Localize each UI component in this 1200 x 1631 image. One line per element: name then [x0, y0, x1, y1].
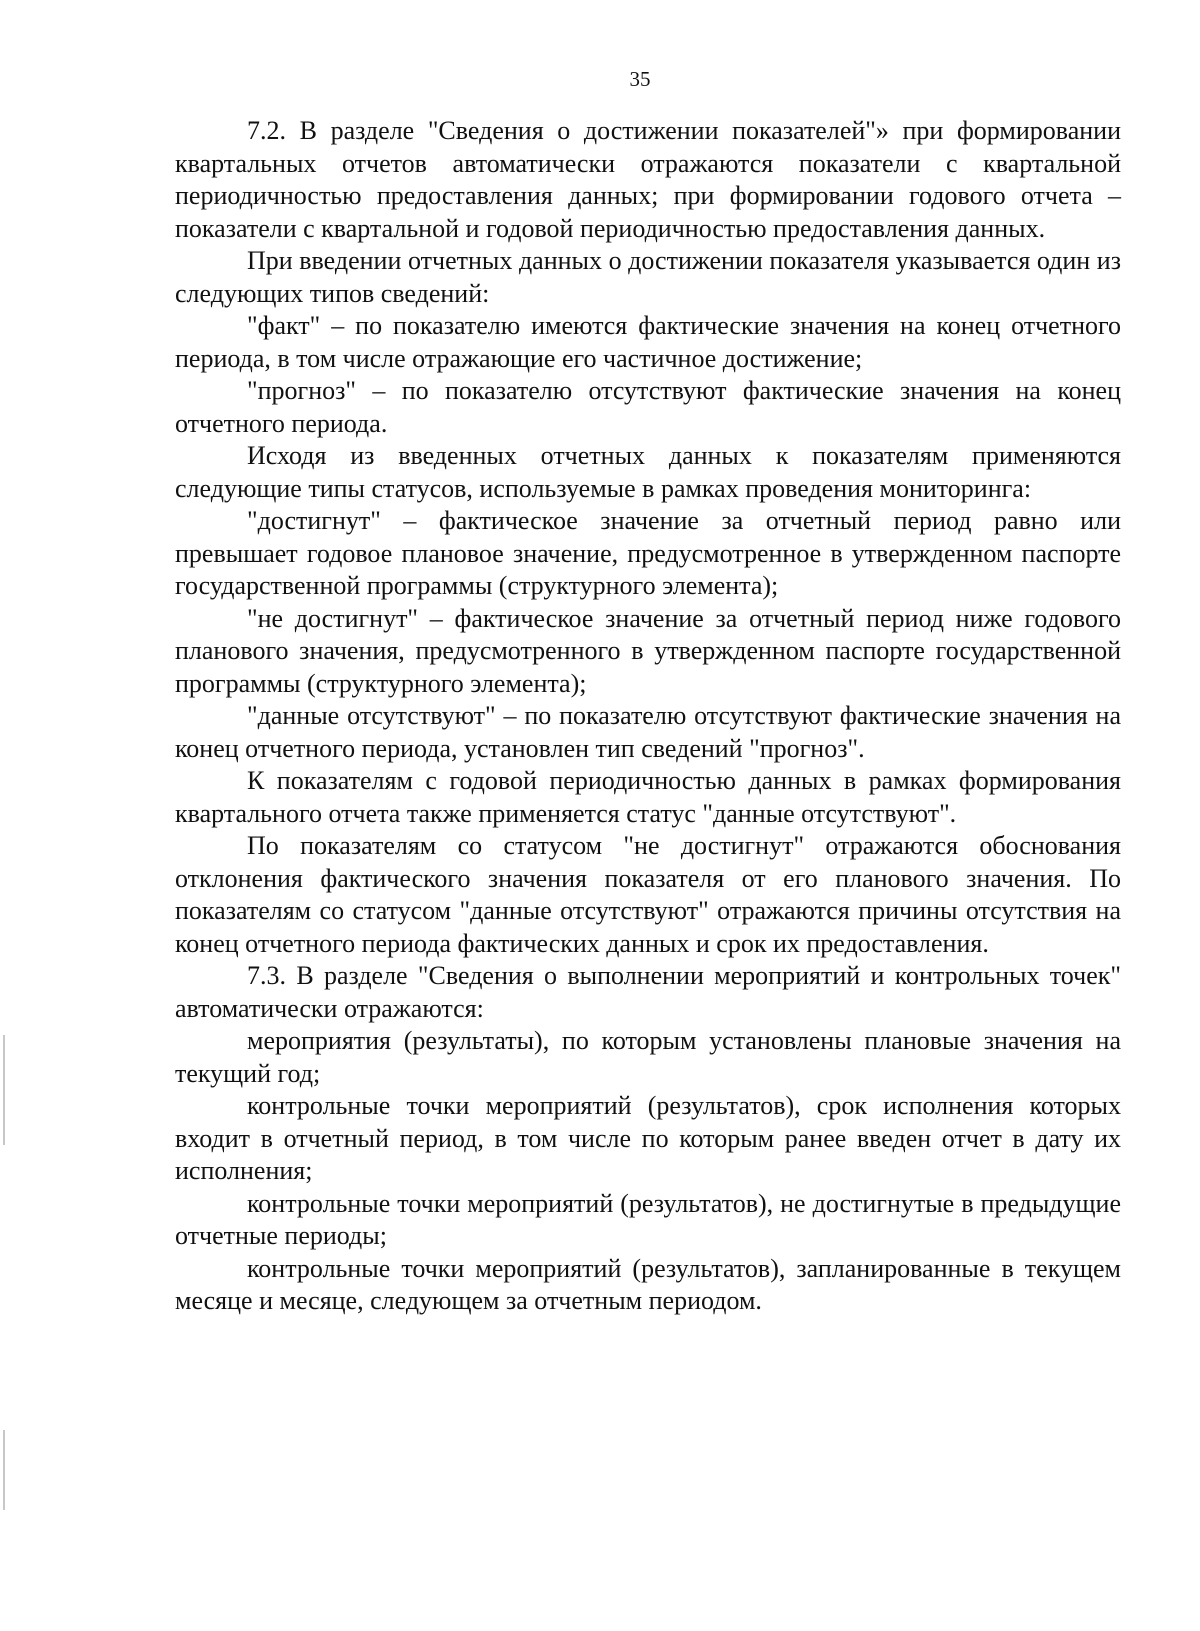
paragraph-checkpoints-planned: контрольные точки мероприятий (результатов), запланированные в текущем месяце и месяце, следующем за отчетным периодом.: [175, 1253, 1121, 1315]
scan-edge-mark: [3, 1035, 5, 1145]
paragraph-deviation-reasons: По показателям со статусом "не достигнут" отражаются обоснования отклонения фактического значения показателя от его планового значения. По показателям со статусом "данные отсутствуют" отражаются причины отсутствия на конец отчетного периода фактических данных и срок их предоставления.: [175, 831, 1121, 958]
paragraph-checkpoints-current: контрольные точки мероприятий (результатов), срок исполнения которых входит в отчетный период, в том числе по которым ранее введен отчет в дату их исполнения;: [175, 1091, 1121, 1185]
paragraph-annual-indicators: К показателям с годовой периодичностью данных в рамках формирования квартального отчета также применяется статус "данные отсутствуют".: [175, 766, 1121, 828]
paragraph-checkpoints-previous: контрольные точки мероприятий (результатов), не достигнутые в предыдущие отчетные периоды;: [175, 1188, 1121, 1250]
paragraph-7-3: 7.3. В разделе "Сведения о выполнении мероприятий и контрольных точек" автоматически отражаются:: [175, 961, 1121, 1023]
paragraph-activities: мероприятия (результаты), по которым установлены плановые значения на текущий год;: [175, 1026, 1121, 1088]
paragraph-status-not-achieved: "не достигнут" – фактическое значение за отчетный период ниже годового планового значения, предусмотренного в утвержденном паспорте государственной программы (структурного элемента);: [175, 603, 1121, 698]
scan-edge-mark: [3, 1430, 5, 1510]
paragraph-status-achieved: "достигнут" – фактическое значение за отчетный период равно или превышает годовое плановое значение, предусмотренное в утвержденном паспорте государственной программы (структурного элемента);: [175, 506, 1121, 600]
paragraph-status-no-data: "данные отсутствуют" – по показателю отсутствуют фактические значения на конец отчетного периода, установлен тип сведений "прогноз".: [175, 701, 1121, 763]
page-number: 35: [629, 67, 651, 91]
paragraph-7-2: 7.2. В разделе "Сведения о достижении показателей"» при формировании квартальных отчетов автоматически отражаются показатели с квартальной периодичностью предоставления данных; при формировании годового отчета – показатели с квартальной и годовой периодичностью предоставления данных.: [175, 116, 1121, 243]
paragraph-info-types-intro: При введении отчетных данных о достижении показателя указывается один из следующих типов сведений:: [175, 246, 1121, 308]
paragraph-statuses-intro: Исходя из введенных отчетных данных к показателям применяются следующие типы статусов, используемые в рамках проведения мониторинга:: [175, 441, 1121, 503]
document-body: [175, 115, 1121, 1318]
paragraph-type-forecast: "прогноз" – по показателю отсутствуют фактические значения на конец отчетного периода.: [175, 376, 1121, 438]
paragraph-type-fact: "факт" – по показателю имеются фактические значения на конец отчетного периода, в том числе отражающие его частичное достижение;: [175, 311, 1121, 373]
